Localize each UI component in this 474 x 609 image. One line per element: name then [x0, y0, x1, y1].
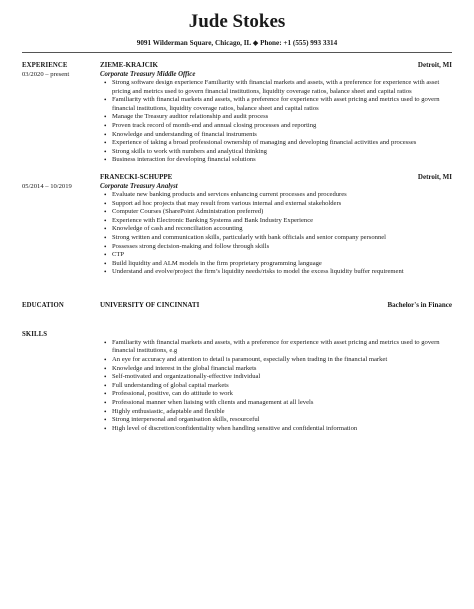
list-item: • Strong software design experience Familiarity with financial markets and assets, with a preference for experience with asset pricing and metrics used to govern financial institutions, liquidity coverage ratios, balance sheet and capital ratios — [112, 79, 452, 96]
skills-section — [22, 330, 452, 434]
list-item: • Highly enthusiastic, adaptable and flexible — [112, 408, 452, 417]
job-1-body — [100, 61, 452, 165]
list-item: • Understand and evolve/project the firm’s liquidity needs/risks to model the excess liquidity buffer requirement — [112, 268, 452, 277]
candidate-name: Jude Stokes — [188, 11, 286, 32]
list-item: • Strong interpersonal and organisation skills, resourceful — [112, 416, 452, 425]
list-item: • Strong written and communication skills, particularly with bank officials and senior company personnel — [112, 234, 452, 243]
education-section — [22, 301, 452, 310]
job-1-dates: 03/2020 – present — [22, 71, 70, 78]
skills-left-column — [22, 330, 100, 434]
list-item: • Possesses strong decision-making and follow through skills — [112, 243, 452, 252]
list-item: • Full understanding of global capital markets — [112, 382, 452, 391]
list-item: • An eye for accuracy and attention to detail is paramount, especially when trading in the financial market — [112, 356, 452, 365]
list-item: • Evaluate new banking products and services enhancing current processes and procedures — [112, 191, 452, 200]
contact-line: 9091 Wilderman Square, Chicago, IL ◆ Phone: +1 (555) 993 3314 — [136, 39, 338, 47]
job-2-bullets — [100, 191, 452, 277]
list-item: • Familiarity with financial markets and assets, with a preference for experience with asset pricing and metrics used to govern financial institutions, e.g — [112, 339, 452, 356]
job-2-header — [100, 173, 452, 182]
list-item: • Professional, positive, can do attitude to work — [112, 390, 452, 399]
education-left-column — [22, 301, 100, 310]
job-2-body — [100, 173, 452, 277]
list-item: • High level of discretion/confidentiality when handling sensitive and confidential information — [112, 425, 452, 434]
job-1-role: Corporate Treasury Middle Office — [100, 71, 196, 78]
list-item: • Experience of taking a broad professional ownership of managing and developing financial activities and processes — [112, 139, 452, 148]
list-item: • Knowledge of cash and reconciliation accounting — [112, 225, 452, 234]
job-entry-2 — [22, 173, 452, 277]
experience-heading: EXPERIENCE — [22, 62, 68, 69]
school-name: UNIVERSITY OF CINCINNATI — [100, 300, 200, 309]
job-2-location: Detroit, MI — [417, 172, 452, 181]
list-item: • Knowledge and understanding of financial instruments — [112, 131, 452, 140]
job-1-company: ZIEME-KRAJCIK — [100, 61, 158, 69]
list-item: • Computer Courses (SharePoint Administration preferred) — [112, 208, 452, 217]
job-entry-1 — [22, 61, 452, 165]
header-divider — [22, 52, 452, 53]
job-1-location: Detroit, MI — [417, 61, 452, 69]
job-2-dates: 05/2014 – 10/2019 — [22, 182, 72, 190]
education-row — [100, 301, 452, 310]
job-1-bullets — [100, 79, 452, 165]
list-item: • Knowledge and interest in the global financial markets — [112, 365, 452, 374]
education-body — [100, 301, 452, 310]
job-2-company: FRANECKI-SCHUPPE — [100, 172, 173, 181]
list-item: • Proven track record of month-end and annual closing processes and reporting — [112, 122, 452, 131]
list-item: • Business interaction for developing financial solutions — [112, 156, 452, 165]
skills-list — [100, 339, 452, 434]
job-1-left — [22, 61, 100, 165]
list-item: • Professional manner when liaising with clients and management at all levels — [112, 399, 452, 408]
list-item: • Strong skills to work with numbers and analytical thinking — [112, 148, 452, 157]
job-2-role: Corporate Treasury Analyst — [100, 182, 178, 190]
degree-name: Bachelor's in Finance — [387, 300, 452, 309]
list-item: • Build liquidity and ALM models in the firm proprietary programming language — [112, 260, 452, 269]
education-heading: EDUCATION — [22, 301, 64, 309]
list-item: • Manage the Treasury auditor relationship and audit process — [112, 113, 452, 122]
list-item: • CTP — [112, 251, 452, 260]
list-item: • Familiarity with financial markets and assets, with a preference for experience with asset pricing and metrics used to govern financial institutions, liquidity coverage ratios, balance sheet and capital ratios — [112, 96, 452, 113]
job-1-header — [100, 61, 452, 70]
skills-heading: SKILLS — [22, 330, 48, 338]
list-item: • Support ad hoc projects that may result from various internal and external stakeholders — [112, 200, 452, 209]
job-2-left — [22, 173, 100, 277]
list-item: • Self-motivated and organizationally-effective individual — [112, 373, 452, 382]
list-item: • Experience with Electronic Banking Systems and Bank Industry Experience — [112, 217, 452, 226]
skills-body — [100, 330, 452, 434]
